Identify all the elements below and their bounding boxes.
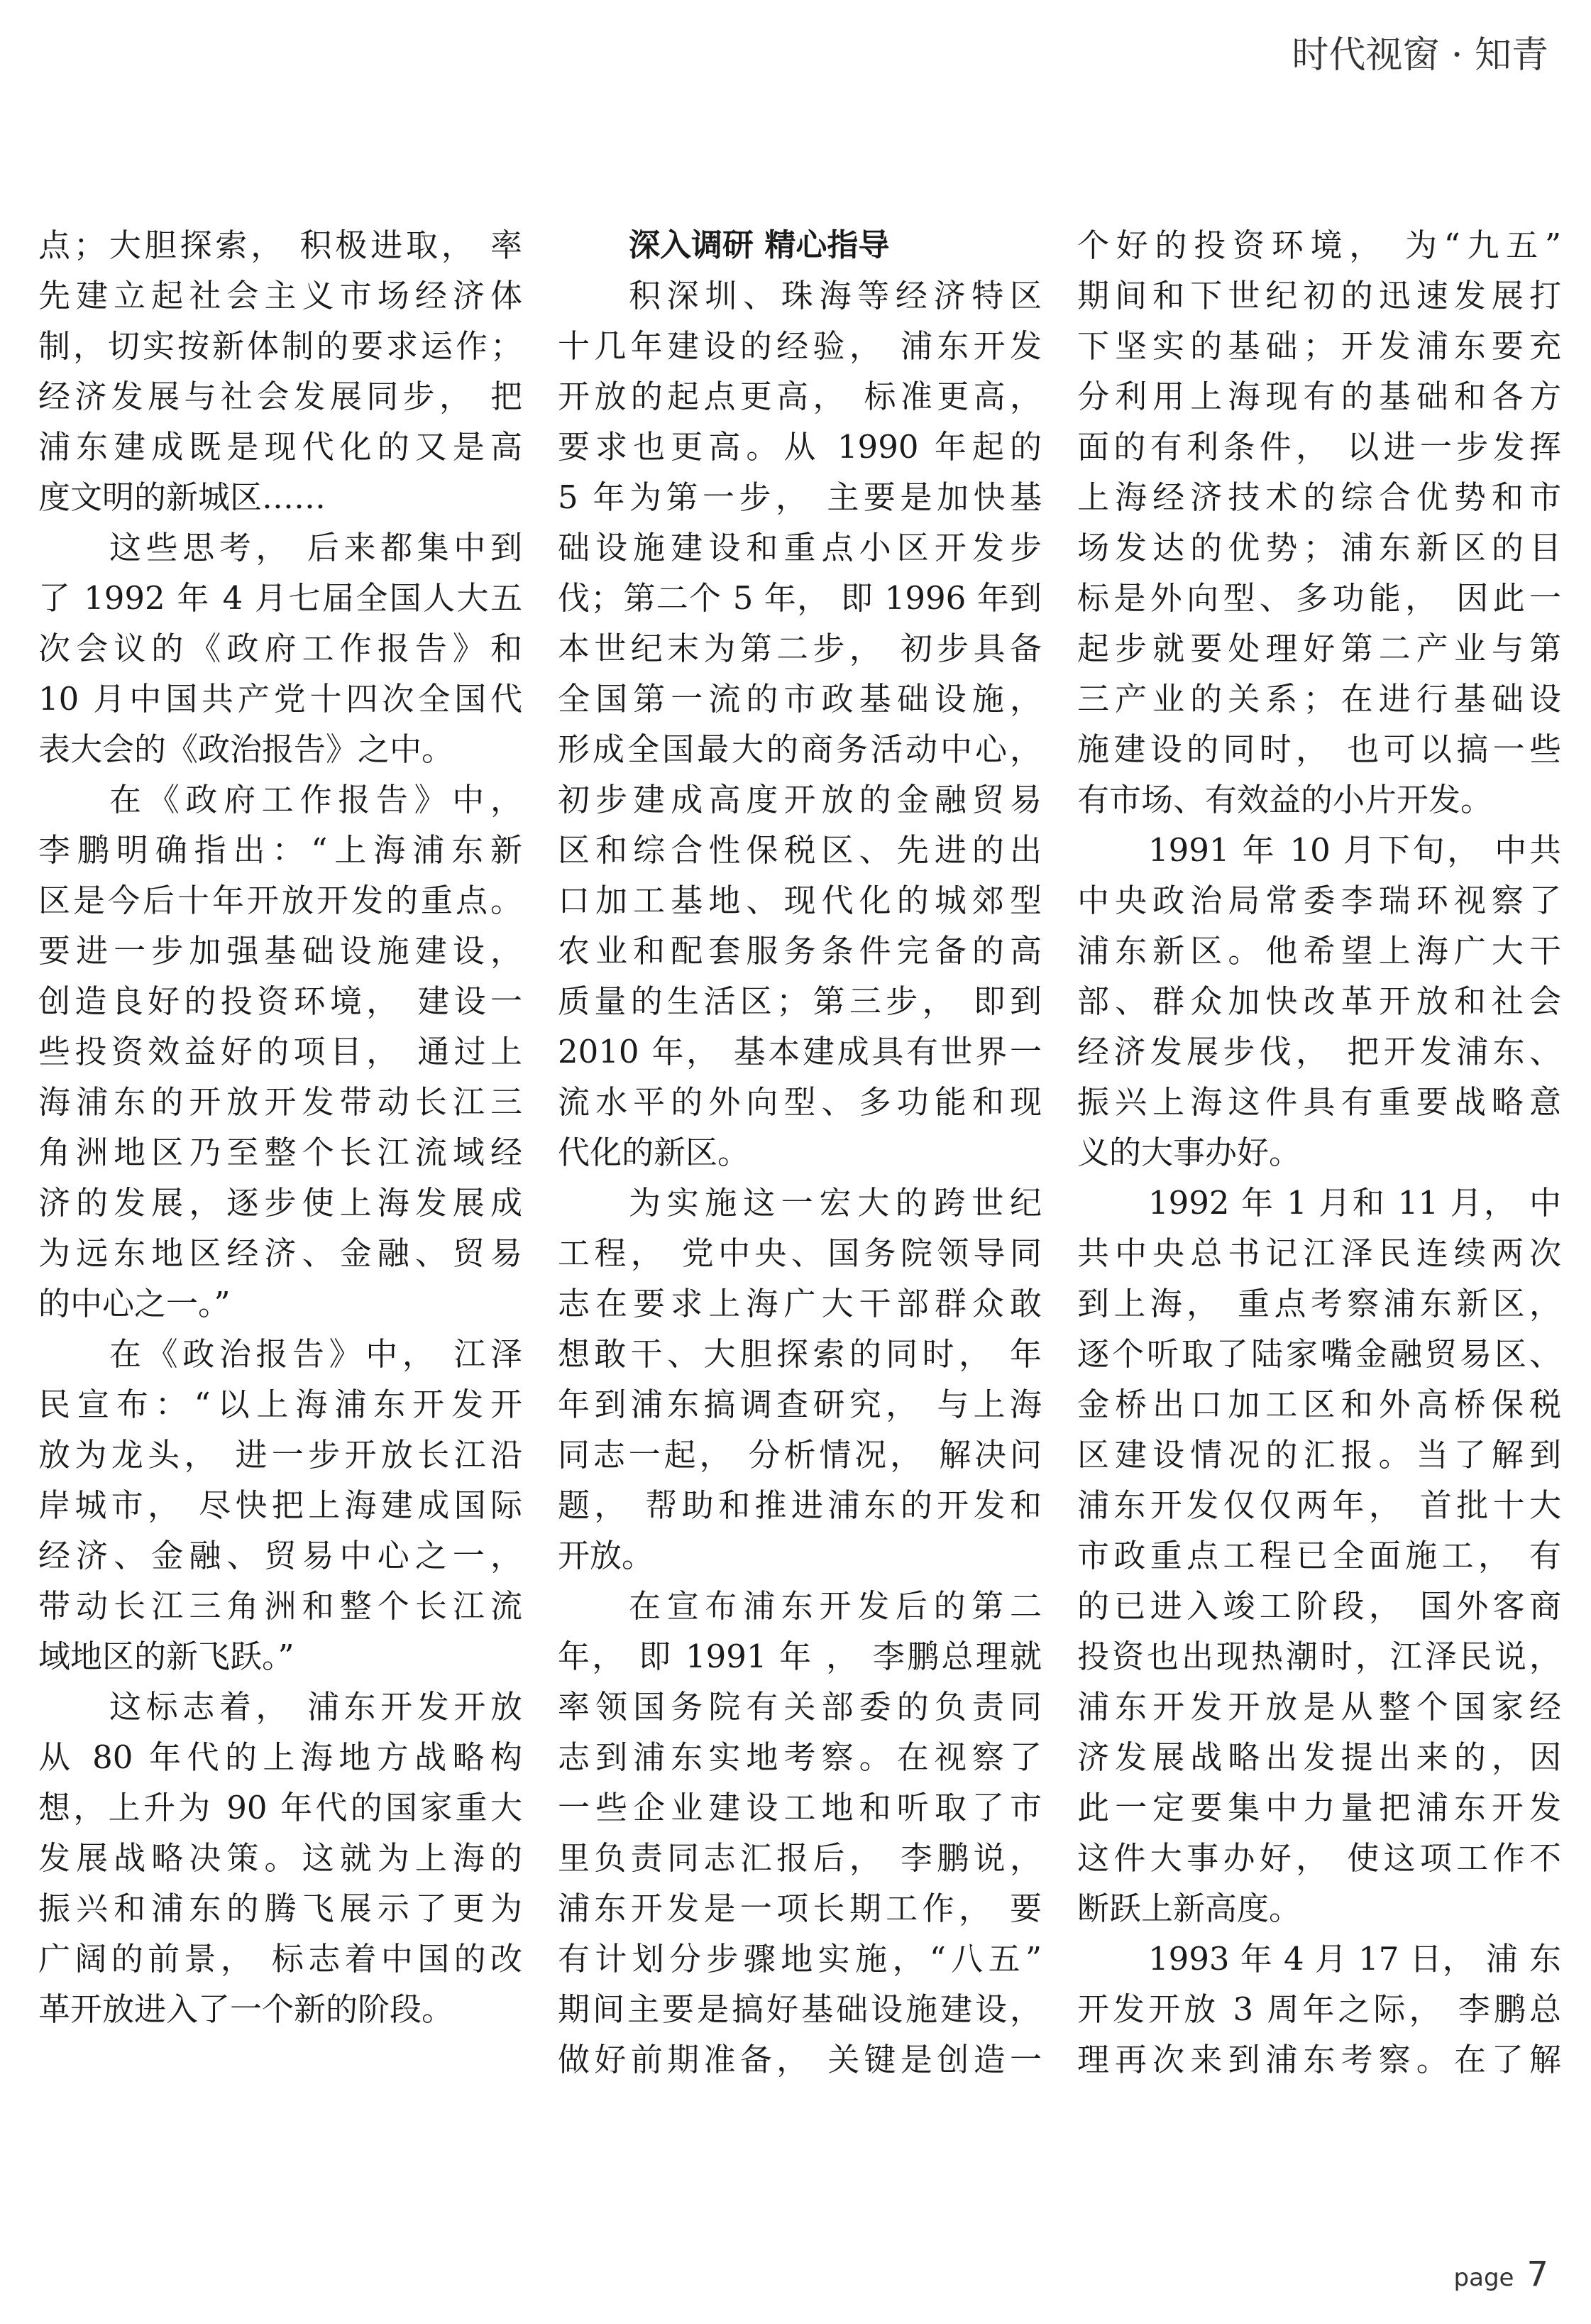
text-line: 区是今后十年开放开发的重点。 bbox=[38, 882, 522, 919]
text-line: 点；大胆探索， 积极进取， 率 bbox=[38, 226, 522, 264]
text-line: 志在要求上海广大干部群众敢 bbox=[558, 1285, 1042, 1322]
text-line: 全国第一流的市政基础设施， bbox=[558, 680, 1042, 718]
text-line: 开放的起点更高， 标准更高， bbox=[558, 378, 1042, 415]
text-line: 一些企业建设工地和听取了市 bbox=[558, 1789, 1042, 1826]
text-line: 金桥出口加工区和外高桥保税 bbox=[1077, 1386, 1561, 1423]
text-line: 初步建成高度开放的金融贸易 bbox=[558, 781, 1042, 818]
page-number: 7 bbox=[1526, 2254, 1548, 2294]
text-line: 李鹏明确指出：“上海浦东新 bbox=[38, 831, 522, 869]
text-line: 分利用上海现有的基础和各方 bbox=[1077, 378, 1561, 415]
text-line: 这些思考， 后来都集中到 bbox=[109, 529, 522, 566]
text-line: 了 1992 年 4 月七届全国人大五 bbox=[38, 579, 522, 617]
text-line: 浦东新区。他希望上海广大干 bbox=[1077, 932, 1561, 970]
text-line: 做好前期准备， 关键是创造一 bbox=[558, 2041, 1042, 2078]
text-line: 期间和下世纪初的迅速发展打 bbox=[1077, 277, 1561, 314]
text-line: 这标志着， 浦东开发开放 bbox=[109, 1688, 522, 1726]
text-line: 有计划分步骤地实施，“八五” bbox=[558, 1940, 1042, 1978]
text-line: 志到浦东实地考察。在视察了 bbox=[558, 1738, 1042, 1776]
text-line: 区和综合性保税区、先进的出 bbox=[558, 831, 1042, 869]
text-line: 先建立起社会主义市场经济体 bbox=[38, 277, 522, 314]
text-line: 海浦东的开放开发带动长江三 bbox=[38, 1083, 522, 1121]
text-line: 浦东开发仅仅两年， 首批十大 bbox=[1077, 1486, 1561, 1524]
text-line: 题， 帮助和推进浦东的开发和 bbox=[558, 1486, 1042, 1524]
text-line: 发展战略决策。这就为上海的 bbox=[38, 1839, 522, 1877]
text-line: 里负责同志汇报后， 李鹏说， bbox=[558, 1839, 1042, 1877]
text-line: 伐；第二个 5 年， 即 1996 年到 bbox=[558, 579, 1042, 617]
text-line: 创造良好的投资环境， 建设一 bbox=[38, 982, 522, 1020]
text-line: 部、群众加快改革开放和社会 bbox=[1077, 982, 1561, 1020]
text-line: 放为龙头， 进一步开放长江沿 bbox=[38, 1436, 522, 1474]
text-line: 下坚实的基础；开发浦东要充 bbox=[1077, 327, 1561, 365]
text-line: 本世纪末为第二步， 初步具备 bbox=[558, 630, 1042, 667]
text-line: 想，上升为 90 年代的国家重大 bbox=[38, 1789, 522, 1826]
text-line: 制，切实按新体制的要求运作； bbox=[38, 327, 522, 365]
text-line: 区建设情况的汇报。当了解到 bbox=[1077, 1436, 1561, 1474]
text-line: 逐个听取了陆家嘴金融贸易区、 bbox=[1077, 1335, 1561, 1373]
text-line: 济发展战略出发提出来的，因 bbox=[1077, 1738, 1561, 1776]
text-line: 要进一步加强基础设施建设， bbox=[38, 932, 522, 970]
text-line: 此一定要集中力量把浦东开发 bbox=[1077, 1789, 1561, 1826]
text-line: 年， 即 1991 年 ， 李鹏总理就 bbox=[558, 1638, 1042, 1675]
text-line: 10 月中国共产党十四次全国代 bbox=[38, 680, 522, 718]
text-line: 础设施建设和重点小区开发步 bbox=[558, 529, 1042, 566]
text-line: 浦东开发开放是从整个国家经 bbox=[1077, 1688, 1561, 1726]
text-line: 共中央总书记江泽民连续两次 bbox=[1077, 1234, 1561, 1272]
page-label: page bbox=[1453, 2264, 1514, 2292]
text-line: 经济发展步伐， 把开发浦东、 bbox=[1077, 1033, 1561, 1070]
text-line: 在《政府工作报告》中， bbox=[109, 781, 522, 818]
section-heading: 深入调研 精心指导 bbox=[629, 227, 890, 263]
text-line: 浦东开发是一项长期工作， 要 bbox=[558, 1890, 1042, 1927]
text-line: 有市场、有效益的小片开发。 bbox=[1077, 781, 1493, 818]
text-line: 从 80 年代的上海地方战略构 bbox=[38, 1738, 522, 1776]
text-line: 率领国务院有关部委的负责同 bbox=[558, 1688, 1042, 1726]
text-line: 域地区的新飞跃。” bbox=[38, 1638, 294, 1675]
text-line: 5 年为第一步， 主要是加快基 bbox=[558, 478, 1042, 516]
text-line: 革开放进入了一个新的阶段。 bbox=[38, 1990, 454, 2028]
text-line: 个好的投资环境， 为“九五” bbox=[1077, 226, 1561, 264]
text-line: 年到浦东搞调查研究， 与上海 bbox=[558, 1386, 1042, 1423]
text-line: 角洲地区乃至整个长江流域经 bbox=[38, 1134, 522, 1171]
text-line: 的已进入竣工阶段， 国外客商 bbox=[1077, 1587, 1561, 1625]
text-line: 浦东建成既是现代化的又是高 bbox=[38, 428, 522, 466]
text-line: 的中心之一。” bbox=[38, 1285, 231, 1322]
text-line: 义的大事办好。 bbox=[1077, 1134, 1301, 1171]
text-line: 开放。 bbox=[558, 1537, 654, 1574]
text-line: 开发开放 3 周年之际， 李鹏总 bbox=[1077, 1990, 1561, 2028]
text-line: 济的发展，逐步使上海发展成 bbox=[38, 1184, 522, 1222]
text-line: 积深圳、珠海等经济特区 bbox=[629, 277, 1042, 314]
text-line: 工程， 党中央、国务院领导同 bbox=[558, 1234, 1042, 1272]
text-line: 带动长江三角洲和整个长江流 bbox=[38, 1587, 522, 1625]
text-line: 流水平的外向型、多功能和现 bbox=[558, 1083, 1042, 1121]
text-line: 经济发展与社会发展同步， 把 bbox=[38, 378, 522, 415]
text-line: 质量的生活区；第三步， 即到 bbox=[558, 982, 1042, 1020]
text-line: 投资也出现热潮时，江泽民说， bbox=[1077, 1638, 1561, 1675]
text-line: 断跃上新高度。 bbox=[1077, 1890, 1301, 1927]
text-line: 振兴上海这件具有重要战略意 bbox=[1077, 1083, 1561, 1121]
text-line: 广阔的前景， 标志着中国的改 bbox=[38, 1940, 522, 1978]
text-line: 口加工基地、现代化的城郊型 bbox=[558, 882, 1042, 919]
text-line: 代化的新区。 bbox=[558, 1134, 750, 1171]
text-line: 些投资效益好的项目， 通过上 bbox=[38, 1033, 522, 1070]
section-header: 时代视窗 · 知青 bbox=[1292, 34, 1548, 77]
text-line: 2010 年， 基本建成具有世界一 bbox=[558, 1033, 1042, 1070]
page-footer bbox=[1454, 2254, 1548, 2294]
text-line: 度文明的新城区…… bbox=[38, 478, 326, 516]
text-line: 经济、金融、贸易中心之一， bbox=[38, 1537, 522, 1574]
text-line: 起步就要处理好第二产业与第 bbox=[1077, 630, 1561, 667]
text-line: 面的有利条件， 以进一步发挥 bbox=[1077, 428, 1561, 466]
text-line: 到上海， 重点考察浦东新区， bbox=[1077, 1285, 1561, 1322]
text-line: 市政重点工程已全面施工， 有 bbox=[1077, 1537, 1561, 1574]
text-line: 为远东地区经济、金融、贸易 bbox=[38, 1234, 522, 1272]
text-column-1 bbox=[38, 220, 522, 2034]
text-line: 在《政治报告》中， 江泽 bbox=[109, 1335, 522, 1373]
text-line: 期间主要是搞好基础设施建设， bbox=[558, 1990, 1042, 2028]
text-line: 岸城市， 尽快把上海建成国际 bbox=[38, 1486, 522, 1524]
text-line: 中央政治局常委李瑞环视察了 bbox=[1077, 882, 1561, 919]
text-line: 次会议的《政府工作报告》和 bbox=[38, 630, 522, 667]
text-line: 标是外向型、多功能， 因此一 bbox=[1077, 579, 1561, 617]
text-column-2 bbox=[558, 220, 1042, 2085]
text-line: 振兴和浦东的腾飞展示了更为 bbox=[38, 1890, 522, 1927]
text-line: 农业和配套服务条件完备的高 bbox=[558, 932, 1042, 970]
text-line: 三产业的关系；在进行基础设 bbox=[1077, 680, 1561, 718]
text-line: 1992 年 1 月和 11 月， 中 bbox=[1148, 1184, 1561, 1222]
text-line: 上海经济技术的综合优势和市 bbox=[1077, 478, 1561, 516]
text-line: 理再次来到浦东考察。在了解 bbox=[1077, 2041, 1561, 2078]
text-line: 表大会的《政治报告》之中。 bbox=[38, 730, 454, 768]
text-line: 想敢干、大胆探索的同时， 年 bbox=[558, 1335, 1042, 1373]
text-line: 要求也更高。从 1990 年起的 bbox=[558, 428, 1042, 466]
text-column-3 bbox=[1077, 220, 1561, 2085]
text-line: 1993 年 4 月 17 日， 浦 东 bbox=[1148, 1940, 1561, 1978]
text-line: 施建设的同时， 也可以搞一些 bbox=[1077, 730, 1561, 768]
text-line: 这件大事办好， 使这项工作不 bbox=[1077, 1839, 1561, 1877]
text-line: 十几年建设的经验， 浦东开发 bbox=[558, 327, 1042, 365]
text-line: 在宣布浦东开发后的第二 bbox=[629, 1587, 1042, 1625]
text-line: 同志一起， 分析情况， 解决问 bbox=[558, 1436, 1042, 1474]
text-line: 为实施这一宏大的跨世纪 bbox=[629, 1184, 1042, 1222]
text-line: 民宣布：“以上海浦东开发开 bbox=[38, 1386, 522, 1423]
text-line: 1991 年 10 月下旬， 中共 bbox=[1148, 831, 1561, 869]
text-line: 形成全国最大的商务活动中心， bbox=[558, 730, 1042, 768]
text-line: 场发达的优势；浦东新区的目 bbox=[1077, 529, 1561, 566]
